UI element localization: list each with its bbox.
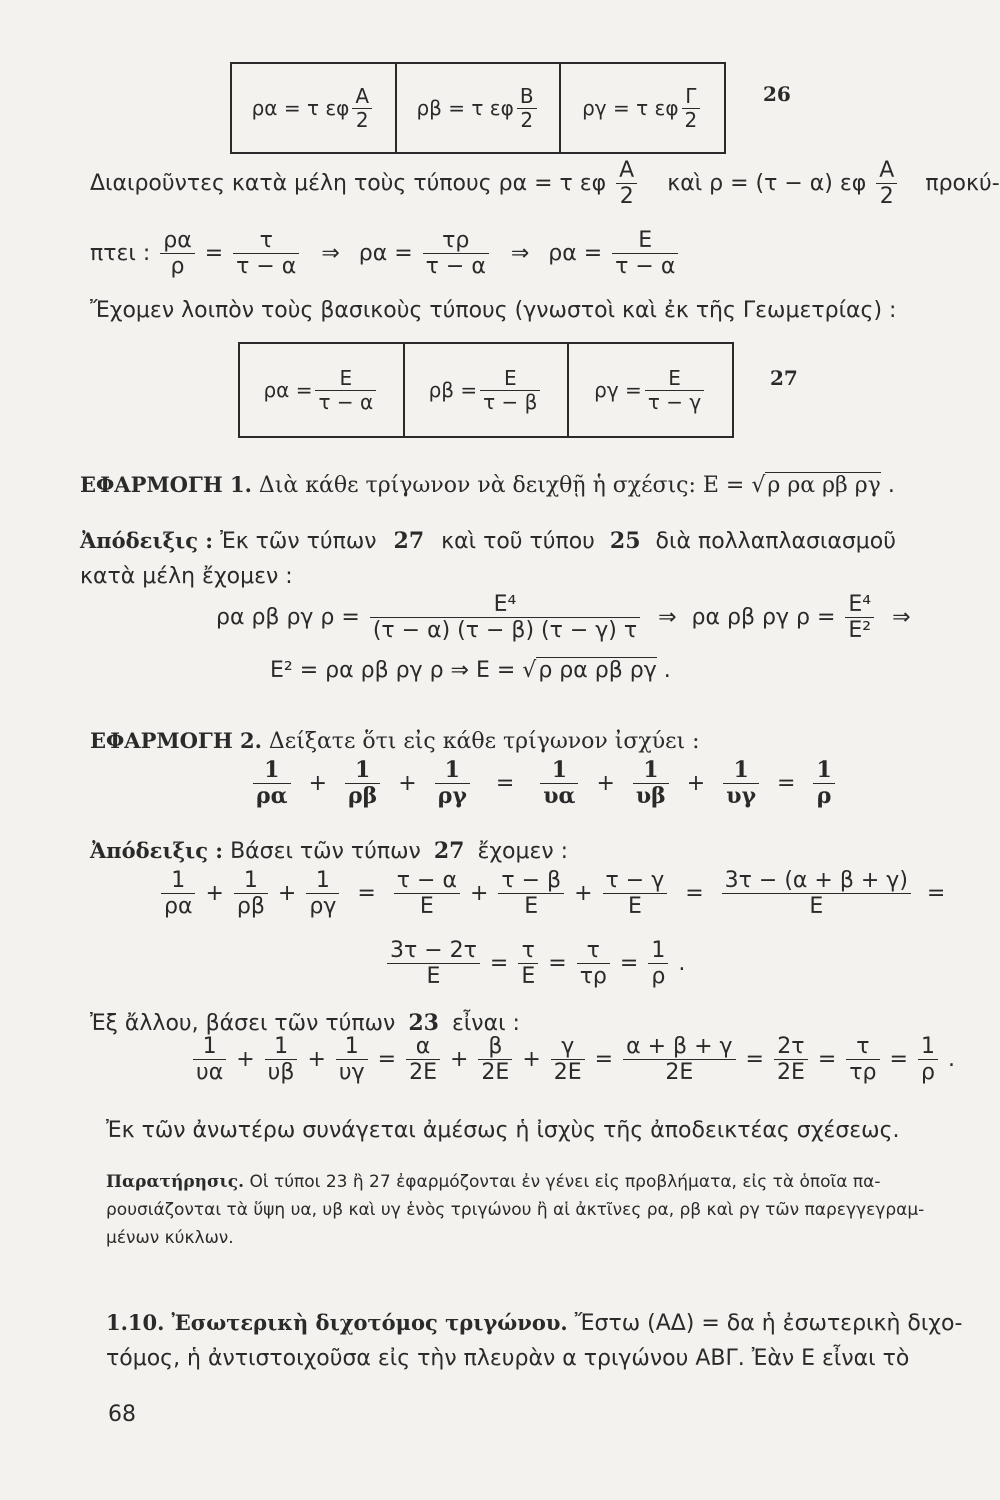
box26-cell-1: ρα = τ εφ $\frac{A}{2}$: [232, 64, 397, 152]
box27-cell-1: ρα = $\frac{E}{\tau - \alpha}$: [240, 344, 405, 436]
proof-2-equation-1: $\frac{1}{\rho\alpha}$ + $\frac{1}{\rho\beta}$ + $\frac{1}{\rho\gamma}$ = $\frac{\tau - \alpha}{E}$ + $\frac{\tau - \beta}{E}$ + $\frac{\tau - \gamma}{E}$ = $\frac{3\tau - (\alpha + \beta + \gamma)}{E}$ =: [158, 868, 945, 920]
paragraph-line-2: πτει : $\frac{\rho\alpha}{\rho}$ = $\frac{\tau}{\tau - \alpha}$ ⇒ ρα = $\frac{\tau\rho}{\tau - \alpha}$ ⇒ ρα = $\frac{E}{\tau - \alpha}$: [90, 228, 681, 280]
proof-1-equation-2: Ε² = ρα ρβ ργ ρ ⇒ Ε = √ρ ρα ρβ ργ .: [270, 658, 671, 683]
application-1: ΕΦΑΡΜΟΓΗ 1. Διὰ κάθε τρίγωνον νὰ δειχθῇ ἡ σχέσις: Ε = √ρ ρα ρβ ργ .: [80, 472, 895, 498]
section-heading-line: 1.10. Ἐσωτερικὴ διχοτόμος τριγώνου. Ἔστω (ΑΔ) = δα ἡ ἐσωτερικὴ διχο-: [106, 1310, 963, 1336]
proof-1-line-2: κατὰ μέλη ἔχομεν :: [80, 564, 293, 589]
equation-number-27: 27: [770, 366, 798, 390]
application-2-equation: $\frac{1}{\rho\alpha}$ + $\frac{1}{\rho\beta}$ + $\frac{1}{\rho\gamma}$ = $\frac{1}{\upsilon\alpha}$ + $\frac{1}{\upsilon\beta}$ + $\frac{1}{\upsilon\gamma}$ = $\frac{1}{\rho}$: [250, 758, 838, 810]
page-number: 68: [108, 1402, 136, 1427]
proof-1-equation-1: ρα ρβ ργ ρ = $\frac{\text{Ε⁴}}{(\tau - \alpha) (\tau - \beta) (\tau - \gamma) \tau}$ ⇒ ρα ρβ ργ ρ = $\frac{\text{Ε⁴}}{\text{Ε²}}$ ⇒: [216, 592, 911, 644]
box26-cell-3: ργ = τ εφ $\frac{\Gamma}{2}$: [561, 64, 724, 152]
paragraph-line-3: Ἔχομεν λοιπὸν τοὺς βασικοὺς τύπους (γνωστοὶ καὶ ἐκ τῆς Γεωμετρίας) :: [90, 298, 897, 323]
section-text-line-2: τόμος, ἡ ἀντιστοιχοῦσα εἰς τὴν πλευρὰν α τριγώνου ΑΒΓ. Ἐὰν Ε εἶναι τὸ: [106, 1346, 910, 1371]
proof-1-line-1: Ἀπόδειξις : Ἐκ τῶν τύπων 27 καὶ τοῦ τύπου 25 διὰ πολλαπλασιασμοῦ: [80, 528, 896, 554]
formula-box-26: [230, 62, 726, 154]
alternative-intro: Ἐξ ἄλλου, βάσει τῶν τύπων 23 εἶναι :: [90, 1010, 520, 1036]
box26-cell-2: ρβ = τ εφ $\frac{B}{2}$: [397, 64, 562, 152]
proof-2-intro: Ἀπόδειξις : Βάσει τῶν τύπων 27 ἔχομεν :: [90, 838, 569, 864]
remark-line-3: μένων κύκλων.: [106, 1228, 234, 1248]
remark-line-1: Παρατήρησις. Οἱ τύποι 23 ἢ 27 ἐφαρμόζονται ἐν γένει εἰς προβλήματα, εἰς τὰ ὁποῖα πα-: [106, 1172, 881, 1192]
conclusion: Ἐκ τῶν ἀνωτέρω συνάγεται ἀμέσως ἡ ἰσχὺς τῆς ἀποδεικτέας σχέσεως.: [106, 1118, 900, 1143]
paragraph-line-1: Διαιροῦντες κατὰ μέλη τοὺς τύπους ρα = τ εφ $\frac{A}{2}$ καὶ ρ = (τ − α) εφ $\frac{A}{2}$ προκύ-: [90, 158, 1000, 210]
alternative-equation: $\frac{1}{\upsilon\alpha}$ + $\frac{1}{\upsilon\beta}$ + $\frac{1}{\upsilon\gamma}$ = $\frac{\alpha}{2E}$ + $\frac{\beta}{2E}$ + $\frac{\gamma}{2E}$ = $\frac{\alpha + \beta + \gamma}{2E}$ = $\frac{2\tau}{2E}$ = $\frac{\tau}{\tau\rho}$ = $\frac{1}{\rho}$ .: [190, 1034, 955, 1086]
proof-2-equation-2: $\frac{3\tau - 2\tau}{E}$ = $\frac{\tau}{E}$ = $\frac{\tau}{\tau\rho}$ = $\frac{1}{\rho}$ .: [384, 938, 685, 990]
equation-number-26: 26: [763, 82, 791, 106]
application-2: ΕΦΑΡΜΟΓΗ 2. Δείξατε ὅτι εἰς κάθε τρίγωνον ἰσχύει :: [90, 728, 700, 754]
formula-box-27: [238, 342, 734, 438]
remark-line-2: ρουσιάζονται τὰ ὕψη υα, υβ καὶ υγ ἑνὸς τριγώνου ἢ αἱ ἀκτῖνες ρα, ρβ καὶ ργ τῶν παρεγγεγραμ-: [106, 1200, 925, 1220]
box27-cell-3: ργ = $\frac{E}{\tau - \gamma}$: [569, 344, 732, 436]
box27-cell-2: ρβ = $\frac{E}{\tau - \beta}$: [405, 344, 570, 436]
